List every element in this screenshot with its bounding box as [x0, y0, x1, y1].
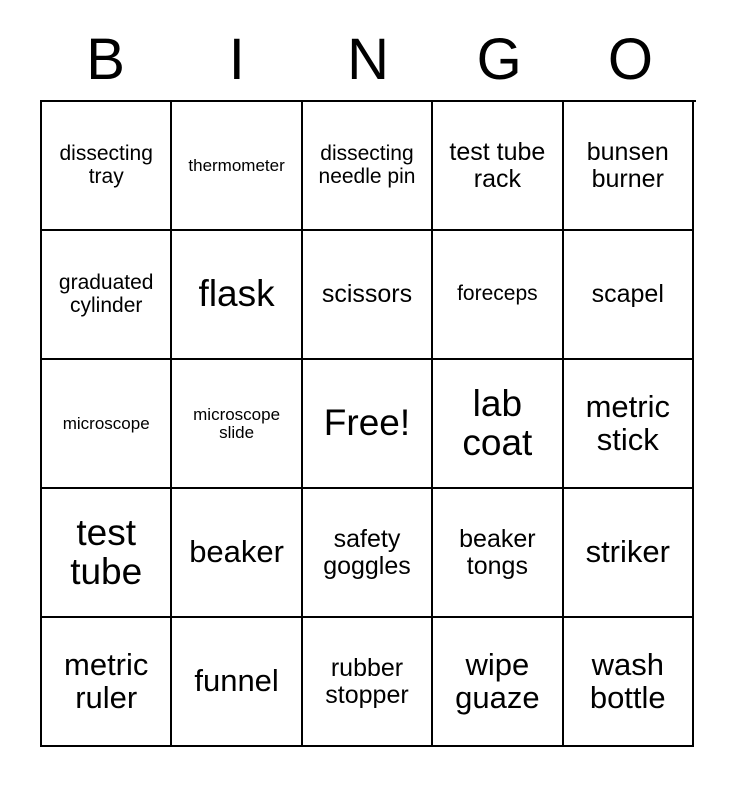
bingo-cell[interactable] [172, 489, 302, 618]
bingo-grid [40, 100, 696, 747]
bingo-cell[interactable] [303, 231, 433, 360]
bingo-cell[interactable] [172, 231, 302, 360]
bingo-cell-label: wipe guaze [455, 646, 540, 715]
bingo-cell-label: foreceps [457, 282, 538, 306]
bingo-cell-label: Free! [323, 402, 411, 444]
bingo-cell-label: rubber stopper [325, 654, 409, 709]
bingo-cell[interactable] [303, 102, 433, 231]
bingo-cell[interactable] [172, 618, 302, 747]
bingo-cell-label: graduated cylinder [58, 271, 154, 317]
bingo-cell[interactable] [42, 231, 172, 360]
bingo-cell-label: flask [198, 273, 275, 315]
bingo-cell-label: lab coat [462, 382, 533, 463]
bingo-cell[interactable] [42, 618, 172, 747]
bingo-cell-label: dissecting tray [59, 142, 153, 188]
bingo-cell-label: funnel [194, 663, 279, 699]
header-letter-g: G [476, 27, 522, 92]
bingo-cell-label: thermometer [188, 155, 285, 175]
bingo-cell-label: dissecting needle pin [318, 142, 416, 188]
bingo-cell[interactable] [433, 231, 563, 360]
bingo-cell-label: microscope [62, 413, 150, 433]
bingo-cell[interactable] [172, 102, 302, 231]
header-letter-n: N [347, 27, 389, 92]
bingo-cell-label: wash bottle [589, 646, 666, 715]
bingo-cell-free[interactable] [303, 360, 433, 489]
header-letter-i: I [228, 27, 245, 92]
bingo-cell-label: safety goggles [323, 525, 411, 580]
bingo-row [42, 489, 696, 618]
bingo-cell[interactable] [564, 489, 694, 618]
bingo-cell-label: test tube [70, 511, 143, 592]
bingo-cell[interactable] [42, 360, 172, 489]
bingo-cell[interactable] [433, 618, 563, 747]
bingo-row [42, 360, 696, 489]
bingo-row [42, 102, 696, 231]
bingo-card [40, 20, 696, 747]
bingo-cell-label: striker [585, 534, 670, 570]
bingo-cell-label: scissors [321, 280, 413, 309]
bingo-cell[interactable] [564, 360, 694, 489]
bingo-cell[interactable] [303, 489, 433, 618]
bingo-cell[interactable] [564, 231, 694, 360]
bingo-cell[interactable] [564, 618, 694, 747]
bingo-cell[interactable] [303, 618, 433, 747]
bingo-cell[interactable] [42, 489, 172, 618]
bingo-cell[interactable] [433, 360, 563, 489]
bingo-cell[interactable] [172, 360, 302, 489]
bingo-cell[interactable] [433, 489, 563, 618]
bingo-cell-label: bunsen burner [586, 138, 669, 193]
bingo-header [40, 20, 696, 100]
header-letter-o: O [607, 27, 653, 92]
bingo-cell[interactable] [564, 102, 694, 231]
bingo-cell[interactable] [433, 102, 563, 231]
header-letter-b: B [86, 27, 125, 92]
bingo-cell-label: beaker tongs [459, 525, 536, 580]
bingo-row [42, 618, 696, 747]
bingo-cell-label: metric stick [585, 388, 670, 457]
bingo-row [42, 231, 696, 360]
bingo-cell-label: microscope slide [193, 404, 281, 442]
bingo-cell-label: beaker [189, 534, 284, 570]
bingo-cell-label: test tube rack [449, 138, 546, 193]
bingo-cell[interactable] [42, 102, 172, 231]
bingo-cell-label: metric ruler [64, 646, 149, 715]
bingo-cell-label: scapel [591, 280, 664, 309]
